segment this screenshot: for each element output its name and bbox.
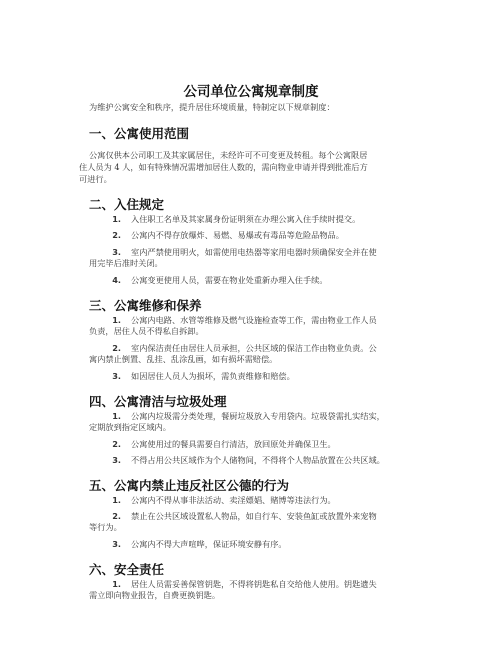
list-item bbox=[89, 371, 295, 382]
item-text: 公寓内垃圾需分类处理，餐厨垃圾放入专用袋内。垃圾袋需扎实结实， bbox=[131, 411, 385, 421]
item-text: 公寓内不得存放爆炸、易燃、易爆或有毒品等危险品物品。 bbox=[131, 230, 344, 240]
section-paragraph-line: 住人员为 4 人，如有特殊情况需增加居住人数的，需向物业申请并得到批准后方 bbox=[79, 162, 368, 172]
item-number: 1. bbox=[112, 495, 121, 505]
section-heading: 一、公寓使用范围 bbox=[89, 126, 190, 141]
section-paragraph-line: 可进行。 bbox=[79, 174, 112, 184]
item-text: 如因居住人员人为损坏，需负责维修和赔偿。 bbox=[131, 371, 295, 381]
section-heading: 四、公寓清洁与垃圾处理 bbox=[89, 394, 227, 409]
item-number: 2. bbox=[112, 343, 121, 353]
item-text: 公寓变更使用人员，需要在物业处重新办理入住手续。 bbox=[131, 275, 328, 285]
list-item bbox=[89, 315, 377, 326]
item-number: 3. bbox=[112, 371, 121, 381]
list-item bbox=[89, 511, 377, 522]
list-item bbox=[89, 275, 328, 286]
item-text: 室内严禁使用明火，如需使用电热器等家用电器时须确保安全并在使 bbox=[131, 247, 377, 257]
item-text: 居住人员需妥善保管钥匙，不得将钥匙私自交给他人使用。钥匙遗失 bbox=[131, 579, 377, 589]
list-item bbox=[89, 455, 385, 466]
item-text-continued: 定期放到指定区域内。 bbox=[89, 422, 171, 432]
item-number: 1. bbox=[112, 214, 121, 224]
list-item bbox=[89, 439, 336, 450]
document-title: 公司单位公寓规章制度 bbox=[183, 84, 319, 100]
item-text: 入住职工名单及其家属身份证明须在办理公寓入住手续时提交。 bbox=[131, 214, 361, 224]
list-item bbox=[89, 539, 287, 550]
item-text-continued: 寓内禁止倒置、乱挂、乱涂乱画，如有损坏需赔偿。 bbox=[89, 354, 278, 364]
item-text: 禁止在公共区域设置私人物品，如自行车、安装鱼缸或放置外来宠物 bbox=[131, 511, 377, 521]
item-text-continued: 需立即向物业报告，自费更换钥匙。 bbox=[89, 590, 221, 600]
item-number: 1. bbox=[112, 579, 121, 589]
item-text: 公寓使用过的餐具需要自行清洁，放回原处并确保卫生。 bbox=[131, 439, 336, 449]
section-paragraph-line: 公寓仅供本公司职工及其家属居住，未经许可不可变更及转租。每个公寓限居 bbox=[89, 150, 368, 160]
item-number: 2. bbox=[112, 230, 121, 240]
item-number: 1. bbox=[112, 411, 121, 421]
item-number: 3. bbox=[112, 539, 121, 549]
list-item bbox=[89, 214, 360, 225]
item-text-continued: 用完毕后准时关闭。 bbox=[89, 258, 163, 268]
list-item bbox=[89, 495, 336, 506]
intro-text: 为维护公寓安全和秩序，提升居住环境质量，特制定以下规章制度： bbox=[89, 102, 335, 112]
item-text: 公寓内不得从事非法活动、卖淫嫖娼、赌博等违法行为。 bbox=[131, 495, 336, 505]
item-number: 3. bbox=[112, 247, 121, 257]
list-item bbox=[89, 343, 377, 354]
item-number: 2. bbox=[112, 511, 121, 521]
item-number: 1. bbox=[112, 315, 121, 325]
item-text-continued: 负责，居住人员不得私自拆卸。 bbox=[89, 326, 204, 336]
list-item bbox=[89, 230, 344, 241]
item-text: 公寓内电路、水管等维修及燃气设施检查等工作，需由物业工作人员 bbox=[131, 315, 377, 325]
section-heading: 二、入住规定 bbox=[89, 197, 165, 212]
item-text: 公寓内不得大声喧哗，保证环境安静有序。 bbox=[131, 539, 287, 549]
item-text: 不得占用公共区域作为个人储物间，不得将个人物品放置在公共区域。 bbox=[131, 455, 385, 465]
section-heading: 五、公寓内禁止违反社区公德的行为 bbox=[89, 478, 290, 493]
item-number: 2. bbox=[112, 439, 121, 449]
section-heading: 三、公寓维修和保养 bbox=[89, 298, 202, 313]
item-number: 4. bbox=[112, 275, 121, 285]
item-text: 室内保洁责任由居住人员承担，公共区域的保洁工作由物业负责。公 bbox=[131, 343, 377, 353]
section-heading: 六、安全责任 bbox=[89, 562, 165, 577]
item-text-continued: 等行为。 bbox=[89, 522, 122, 532]
list-item bbox=[89, 579, 377, 590]
list-item bbox=[89, 411, 385, 422]
item-number: 3. bbox=[112, 455, 121, 465]
list-item bbox=[89, 247, 377, 258]
